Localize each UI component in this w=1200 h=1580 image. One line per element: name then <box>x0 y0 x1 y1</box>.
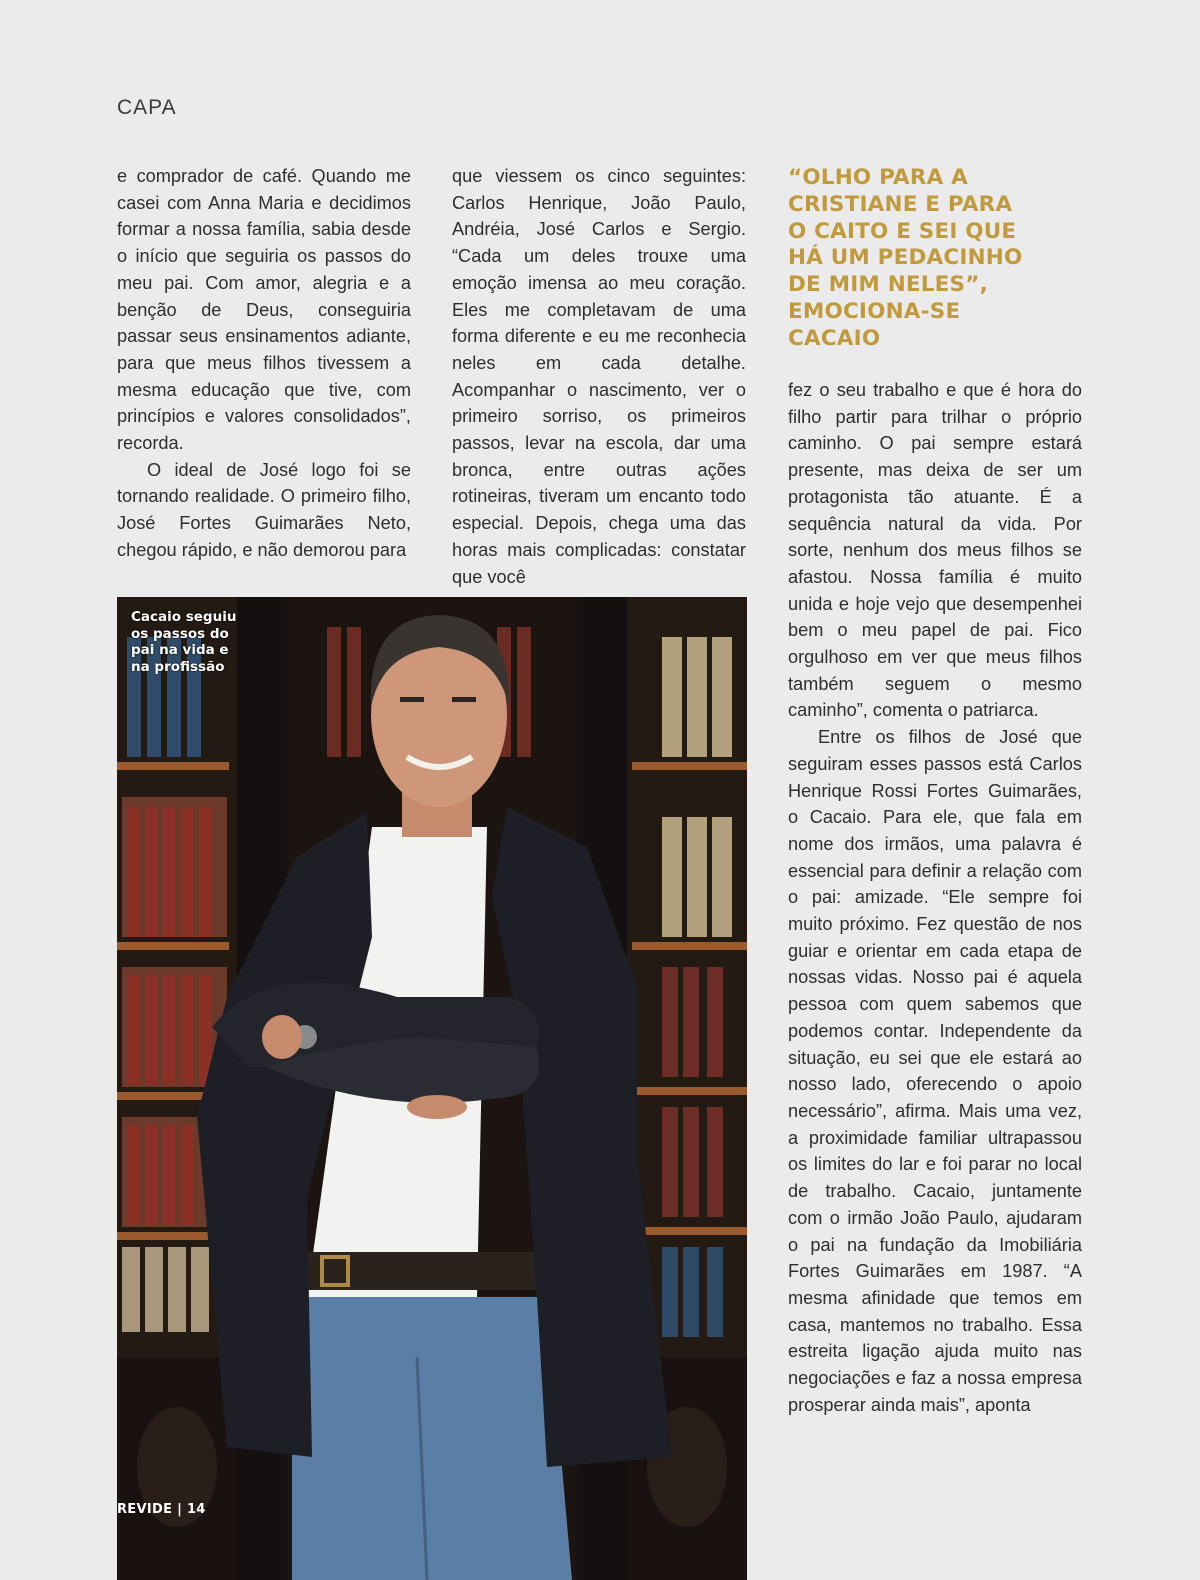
paragraph: fez o seu trabalho e que é hora do filho partir para trilhar o próprio caminho. O pai sempre estará presente, mas deixa de ser um protagonista tão atuante. É a sequência natural da vida. Por sorte, nenhum dos meus filhos se afastou. Nossa família é muito unida e hoje vejo que desempenhei bem o meu papel de pai. Fico orgulhoso em ver que meus filhos também seguem o mesmo caminho”, comenta o patriarca. <box>788 380 1082 721</box>
pull-quote-line: EMOCIONA-SE <box>788 298 961 324</box>
pull-quote-line: O CAITO E SEI QUE <box>788 218 1017 244</box>
article-column-2 <box>452 163 746 590</box>
photo-caption <box>131 609 241 675</box>
portrait-photo <box>117 597 747 1580</box>
pull-quote <box>788 165 1088 353</box>
pull-quote-line: CRISTIANE E PARA <box>788 191 1013 217</box>
caption-line: na profissão <box>131 658 225 675</box>
caption-line: os passos do <box>131 625 229 642</box>
pull-quote-line: “OLHO PARA A <box>788 165 969 190</box>
paragraph: O ideal de José logo foi se tornando realidade. O primeiro filho, José Fortes Guimarães Neto, chegou rápido, e não demorou para <box>117 459 411 560</box>
photo-illustration <box>117 597 747 1580</box>
pull-quote-line: CACAIO <box>788 325 881 351</box>
pull-quote-line: HÁ UM PEDACINHO <box>788 245 1023 271</box>
article-column-1 <box>117 163 411 564</box>
paragraph: que viessem os cinco seguintes: Carlos Henrique, João Paulo, Andréia, José Carlos e Sergio. “Cada um deles trouxe uma emoção imensa ao meu coração. Eles me completavam de uma forma diferente e eu me reconhecia neles em cada detalhe. Acompanhar o nascimento, ver o primeiro sorriso, os primeiros passos, levar na escola, dar uma bronca, entre outras ações rotineiras, tiveram um encanto todo especial. Depois, chega uma das horas mais complicadas: constatar que você <box>452 166 746 587</box>
page-footer: REVIDE | 14 <box>117 1502 206 1517</box>
paragraph: e comprador de café. Quando me casei com Anna Maria e decidimos formar a nossa família, sabia desde o início que seguiria os passos do meu pai. Com amor, alegria e a benção de Deus, conseguiria passar seus ensinamentos adiante, para que meus filhos tivessem a mesma educação que tive, com princípios e valores consolidados”, recorda. <box>117 166 411 454</box>
caption-line: pai na vida e <box>131 642 229 658</box>
article-column-3 <box>788 377 1082 1418</box>
pull-quote-line: DE MIM NELES”, <box>788 272 988 298</box>
caption-line: Cacaio seguiu <box>131 609 237 625</box>
section-label: CAPA <box>117 96 177 119</box>
paragraph: Entre os filhos de José que seguiram esses passos está Carlos Henrique Rossi Fortes Guimarães, o Cacaio. Para ele, que fala em nome dos irmãos, uma palavra é essencial para definir a relação com o pai: amizade. “Ele sempre foi muito próximo. Fez questão de nos guiar e orientar em cada etapa de nossas vidas. Nosso pai é aquela pessoa com quem sabemos que podemos contar. Independente da situação, eu sei que ele estará ao nosso lado, oferecendo o apoio necessário”, afirma. Mais uma vez, a proximidade familiar ultrapassou os limites do lar e foi parar no local de trabalho. Cacaio, juntamente com o irmão João Paulo, ajudaram o pai na fundação da Imobiliária Fortes Guimarães em 1987. “A mesma afinidade que temos em casa, mantemos no trabalho. Essa estreita ligação ajuda muito nas negociações e faz a nossa empresa prosperar ainda mais”, aponta <box>788 727 1082 1415</box>
